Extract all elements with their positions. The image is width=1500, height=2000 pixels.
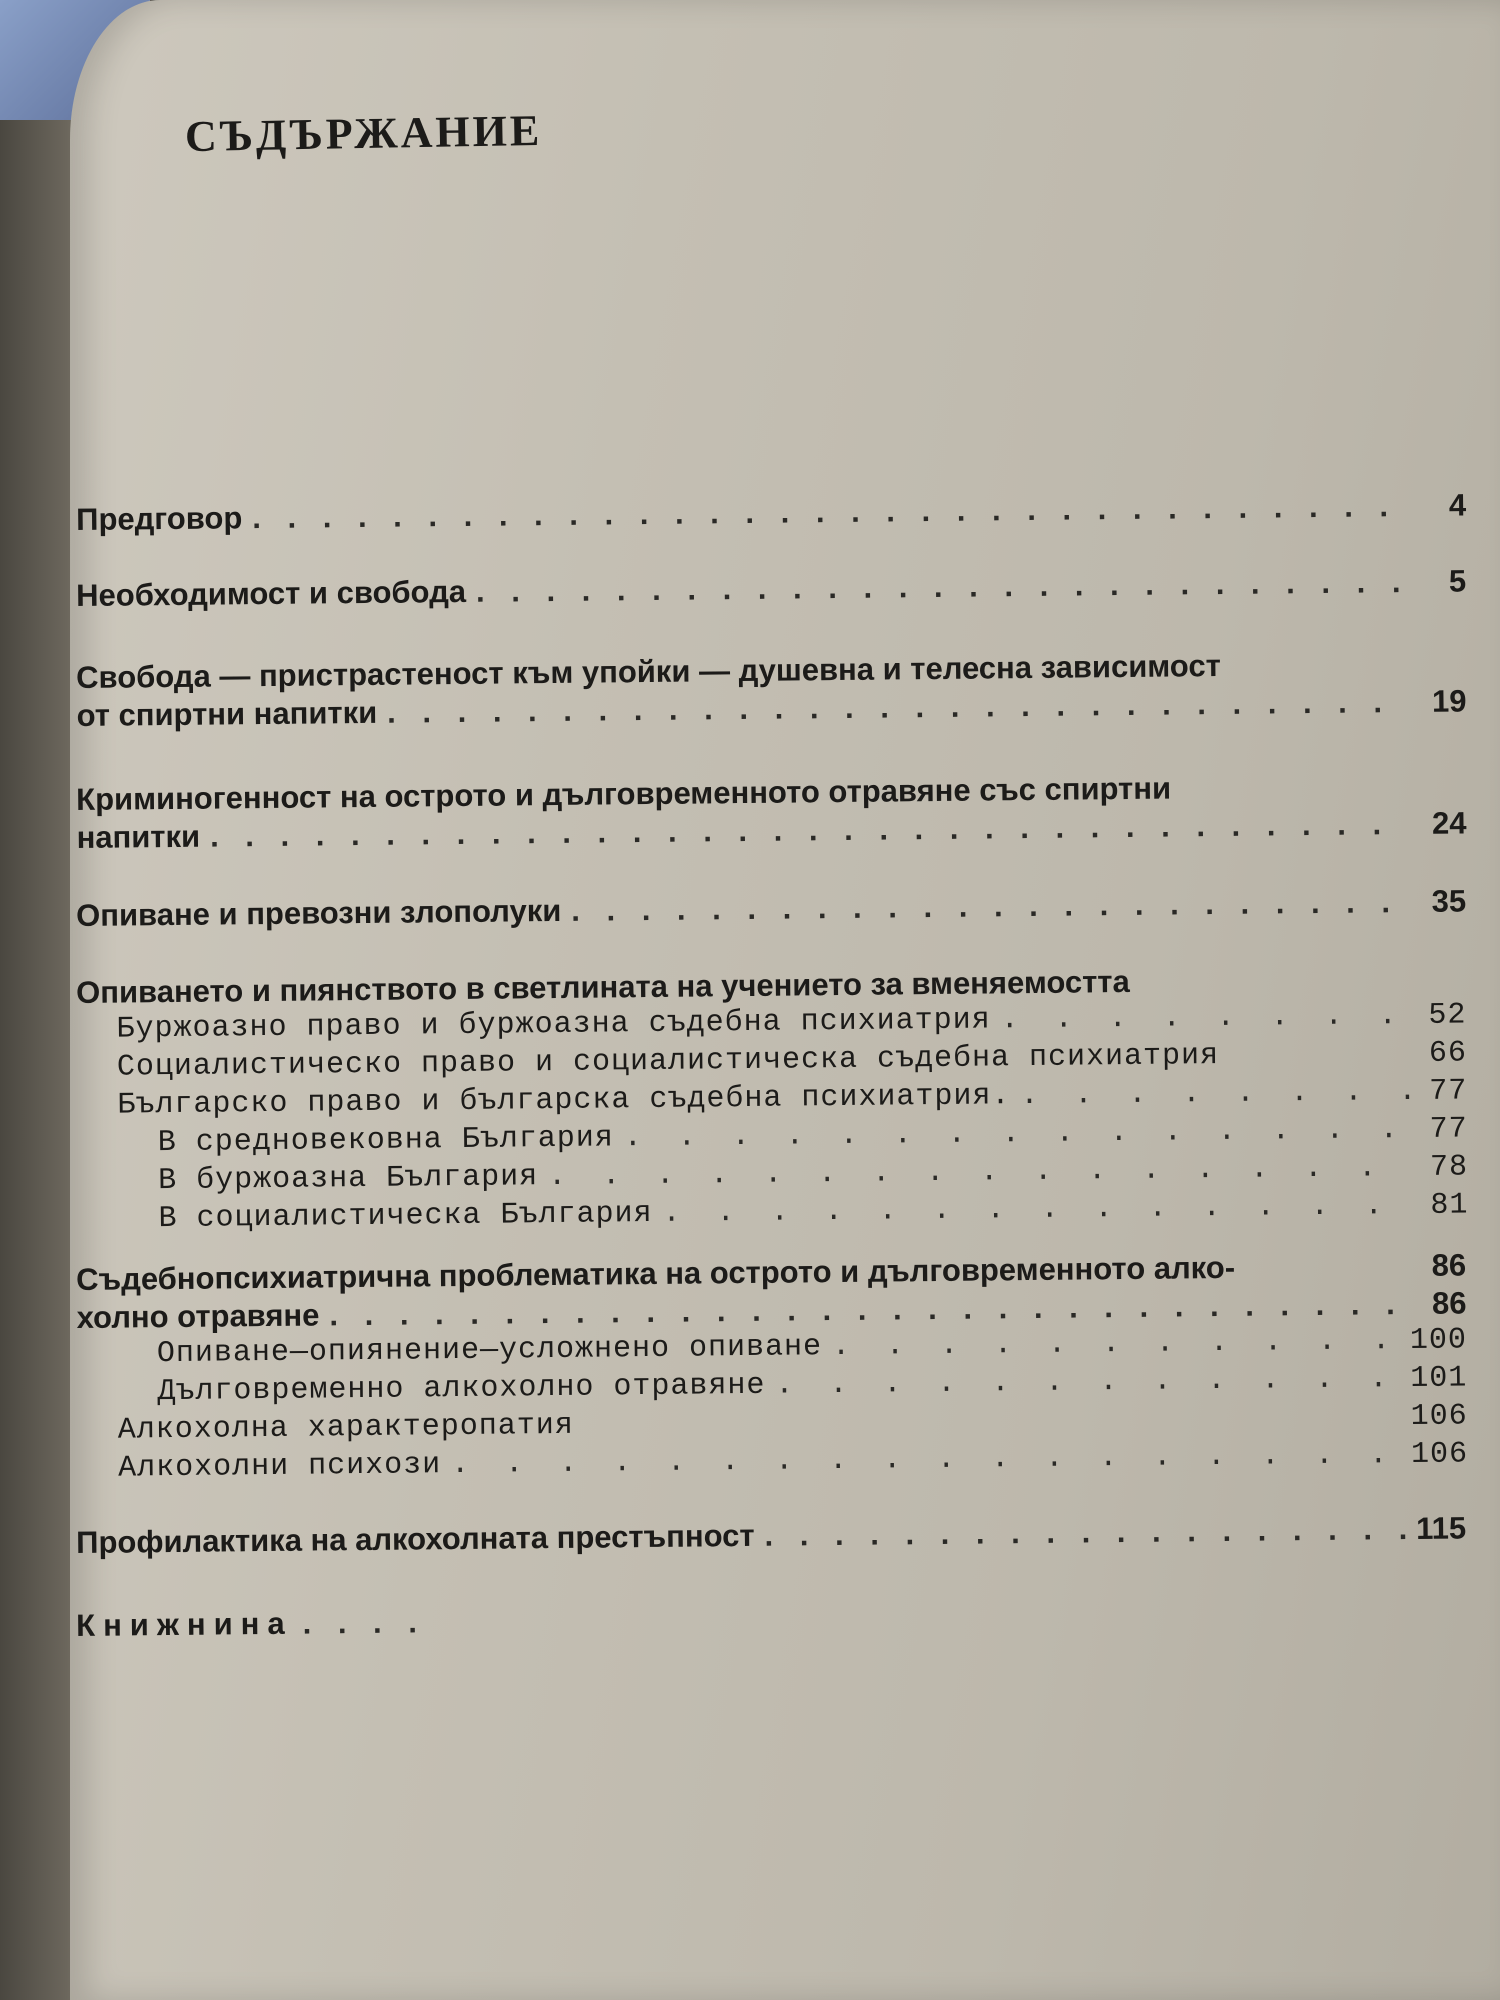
toc-subentry: Социалистическо право и социалистическа съдебна психиатрия 66 bbox=[116, 1036, 1468, 1085]
toc-entry-text: Опиване и превозни злополуки bbox=[76, 892, 562, 933]
dot-leader bbox=[302, 1604, 422, 1641]
page-number: 86 bbox=[1431, 1247, 1467, 1283]
dot-leader bbox=[832, 1324, 1400, 1364]
dot-leader bbox=[764, 1511, 1406, 1554]
toc-entry-bibliography bbox=[76, 1593, 1466, 1646]
page-number: 35 bbox=[1431, 883, 1467, 919]
toc-entry-text-line1: Съдебнопсихиатрична проблематика на острото и дълговременното алко- bbox=[76, 1249, 1236, 1297]
dot-leader bbox=[775, 1362, 1400, 1403]
page-number: 106 bbox=[1410, 1399, 1468, 1435]
toc-entry-text: Книжнина bbox=[76, 1605, 293, 1643]
toc-subentry: Буржоазно право и буржоазна съдебна психиатрия . . . 52 bbox=[76, 998, 1466, 1051]
toc-entry-forensic bbox=[76, 1247, 1468, 1490]
page-number: 81 bbox=[1430, 1188, 1469, 1223]
toc-entry-text-line2: от спиртни напитки bbox=[76, 694, 378, 733]
toc-entry-preface bbox=[76, 487, 1466, 540]
toc-subentry: Алкохолни психози . . . 106 bbox=[78, 1437, 1468, 1490]
toc-entry-prevention bbox=[76, 1510, 1466, 1563]
table-of-contents bbox=[70, 0, 1500, 2000]
toc-entry-necessity bbox=[76, 563, 1466, 616]
page-number: 4 bbox=[1448, 487, 1467, 523]
dot-leader bbox=[1020, 1075, 1409, 1113]
book-page bbox=[70, 0, 1500, 2000]
page-number: 77 bbox=[1429, 1074, 1468, 1109]
toc-entry-sanity bbox=[76, 960, 1469, 1241]
toc-subentry: Алкохолна характеропатия 106 bbox=[117, 1399, 1468, 1448]
page-title: СЪДЪРЖАНИЕ bbox=[184, 105, 543, 162]
page-number: 77 bbox=[1429, 1112, 1468, 1147]
dot-leader bbox=[571, 884, 1408, 929]
page-number: 100 bbox=[1409, 1323, 1468, 1359]
toc-entry-text-line1: Криминогенност на острото и дълговременното отравяне със спиртни bbox=[76, 770, 1172, 817]
dot-leader bbox=[662, 1189, 1410, 1231]
page-number: 78 bbox=[1429, 1150, 1469, 1185]
page-number: 52 bbox=[1428, 998, 1467, 1033]
toc-entry-text-line1: Свобода — пристрастеност към упойки — душевна и телесна зависимост bbox=[76, 648, 1221, 695]
page-number: 5 bbox=[1448, 563, 1467, 599]
page-number: 86 bbox=[1431, 1285, 1467, 1321]
toc-entry-text: Профилактика на алкохолната престъпност bbox=[76, 1517, 755, 1560]
toc-entry-freedom bbox=[76, 645, 1467, 736]
toc-subentry: В средновековна България . . . 77 bbox=[78, 1112, 1468, 1165]
dot-leader bbox=[476, 564, 1408, 610]
page-number bbox=[433, 1632, 481, 1633]
toc-subentry: Опиване—опиянение—усложнено опиване . . . 100 bbox=[77, 1323, 1467, 1376]
toc-subentry: В буржоазна България . . . 78 bbox=[78, 1150, 1468, 1203]
toc-entry-traffic bbox=[76, 883, 1466, 936]
toc-subentry: В социалистическа България . . . 81 bbox=[78, 1188, 1468, 1241]
dot-leader bbox=[252, 488, 1408, 536]
toc-entry-text-line2: напитки bbox=[76, 818, 201, 855]
page-number: 115 bbox=[1415, 1510, 1467, 1546]
page-number: 19 bbox=[1431, 683, 1467, 719]
dot-leader bbox=[624, 1113, 1410, 1155]
page-number: 24 bbox=[1431, 805, 1467, 841]
dot-leader bbox=[1000, 999, 1408, 1037]
toc-entry-text: Опиването и пиянството в светлината на учението за вменяемостта bbox=[76, 963, 1130, 1010]
toc-entry-criminogenic bbox=[76, 767, 1467, 858]
page-number: 101 bbox=[1410, 1361, 1468, 1397]
page-number: 66 bbox=[1428, 1036, 1468, 1071]
page-number: 106 bbox=[1410, 1437, 1469, 1473]
toc-entry-text: Необходимост и свобода bbox=[76, 573, 467, 613]
toc-entry-text: Предговор bbox=[76, 500, 243, 537]
toc-subentry: Българско право и българска съдебна психиатрия. . . . 77 bbox=[77, 1074, 1467, 1127]
toc-subentry: Дълговременно алкохолно отравяне . . . 101 bbox=[77, 1361, 1467, 1414]
toc-entry-text-line2: холно отравяне bbox=[76, 1297, 320, 1335]
